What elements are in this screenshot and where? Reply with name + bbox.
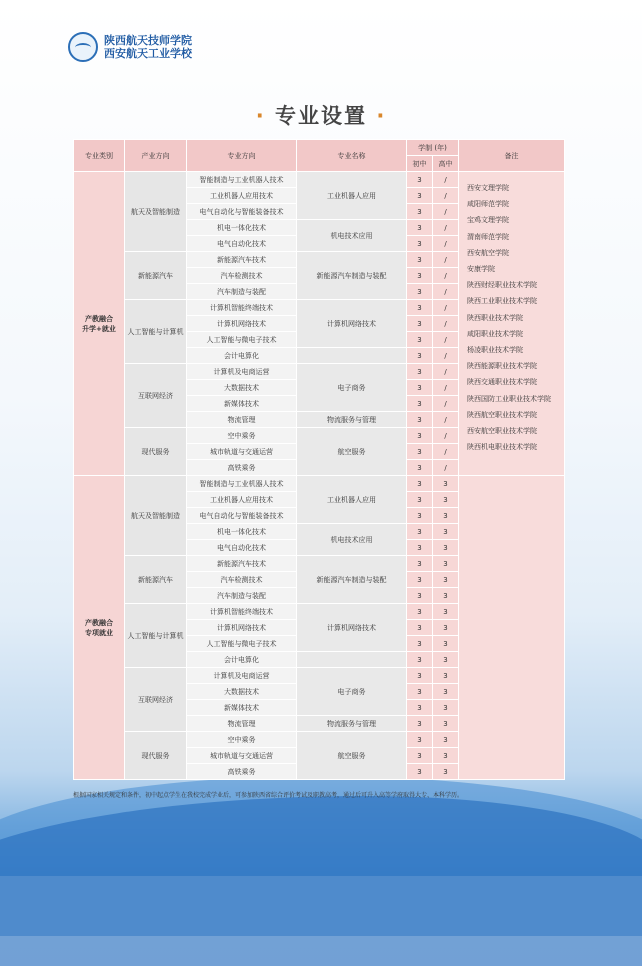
- junior-years-cell: 3: [407, 748, 433, 764]
- category-line-2: 升学+就业: [82, 324, 116, 333]
- senior-years-cell: 3: [433, 636, 459, 652]
- direction-cell: 计算机智能终端技术: [187, 604, 297, 620]
- major-cell: [297, 652, 407, 668]
- junior-years-cell: 3: [407, 236, 433, 252]
- major-cell: 工业机器人应用: [297, 476, 407, 524]
- industry-cell: 人工智能与计算机: [125, 300, 187, 364]
- senior-years-cell: 3: [433, 668, 459, 684]
- junior-years-cell: 3: [407, 172, 433, 188]
- major-cell: 计算机网络技术: [297, 604, 407, 652]
- senior-years-cell: /: [433, 364, 459, 380]
- direction-cell: 人工智能与微电子技术: [187, 332, 297, 348]
- note-school: 渭南师范学院: [467, 232, 509, 241]
- senior-years-cell: /: [433, 284, 459, 300]
- industry-cell: 人工智能与计算机: [125, 604, 187, 668]
- note-school: 陕西财经职业技术学院: [467, 281, 537, 290]
- direction-cell: 电气自动化技术: [187, 236, 297, 252]
- junior-years-cell: 3: [407, 460, 433, 476]
- senior-years-cell: /: [433, 300, 459, 316]
- school-name-2: 西安航天工业学校: [104, 47, 192, 60]
- direction-cell: 智能制造与工业机器人技术: [187, 172, 297, 188]
- note-school: 陕西国防工业职业技术学院: [467, 394, 551, 403]
- direction-cell: 高铁乘务: [187, 764, 297, 780]
- junior-years-cell: 3: [407, 716, 433, 732]
- direction-cell: 空中乘务: [187, 732, 297, 748]
- junior-years-cell: 3: [407, 508, 433, 524]
- notes-cell: [459, 476, 565, 780]
- junior-years-cell: 3: [407, 332, 433, 348]
- junior-years-cell: 3: [407, 380, 433, 396]
- title-dot-right: ·: [376, 104, 387, 128]
- direction-cell: 新媒体技术: [187, 700, 297, 716]
- junior-years-cell: 3: [407, 492, 433, 508]
- senior-years-cell: 3: [433, 604, 459, 620]
- category-line-1: 产教融合: [85, 314, 113, 323]
- senior-years-cell: 3: [433, 620, 459, 636]
- major-cell: 机电技术应用: [297, 524, 407, 556]
- major-cell: 新能源汽车制造与装配: [297, 556, 407, 604]
- junior-years-cell: 3: [407, 204, 433, 220]
- senior-years-cell: 3: [433, 540, 459, 556]
- title-dot-left: ·: [255, 104, 266, 128]
- direction-cell: 智能制造与工业机器人技术: [187, 476, 297, 492]
- junior-years-cell: 3: [407, 668, 433, 684]
- senior-years-cell: /: [433, 204, 459, 220]
- junior-years-cell: 3: [407, 636, 433, 652]
- junior-years-cell: 3: [407, 412, 433, 428]
- direction-cell: 大数据技术: [187, 684, 297, 700]
- direction-cell: 城市轨道与交通运营: [187, 748, 297, 764]
- major-cell: 工业机器人应用: [297, 172, 407, 220]
- direction-cell: 汽车检测技术: [187, 268, 297, 284]
- major-cell: 航空服务: [297, 428, 407, 476]
- major-cell: 物流服务与管理: [297, 412, 407, 428]
- junior-years-cell: 3: [407, 764, 433, 780]
- note-school: 咸阳职业技术学院: [467, 329, 523, 338]
- note-school: 陕西工业职业技术学院: [467, 297, 537, 306]
- school-logo-icon: [68, 32, 98, 62]
- note-school: 陕西职业技术学院: [467, 313, 523, 322]
- junior-years-cell: 3: [407, 284, 433, 300]
- footnote: 根据国家相关规定和条件，初中起点学生在我校完成学业后，可参加陕西省综合评价考试及职教高考，通过后可升入高等学府取得大专、本科学历。: [73, 792, 464, 799]
- direction-cell: 大数据技术: [187, 380, 297, 396]
- note-school: 陕西航空职业技术学院: [467, 410, 537, 419]
- senior-years-cell: 3: [433, 700, 459, 716]
- direction-cell: 人工智能与微电子技术: [187, 636, 297, 652]
- direction-cell: 空中乘务: [187, 428, 297, 444]
- senior-years-cell: /: [433, 332, 459, 348]
- senior-years-cell: 3: [433, 748, 459, 764]
- category-cell: [74, 476, 125, 780]
- senior-years-cell: /: [433, 444, 459, 460]
- direction-cell: 物流管理: [187, 716, 297, 732]
- junior-years-cell: 3: [407, 252, 433, 268]
- junior-years-cell: 3: [407, 428, 433, 444]
- notes-cell: [459, 172, 565, 476]
- header-years: 学制 (年): [407, 140, 459, 156]
- note-school: 杨凌职业技术学院: [467, 346, 523, 355]
- senior-years-cell: /: [433, 188, 459, 204]
- major-cell: [297, 348, 407, 364]
- major-cell: 计算机网络技术: [297, 300, 407, 348]
- junior-years-cell: 3: [407, 300, 433, 316]
- major-cell: 新能源汽车制造与装配: [297, 252, 407, 300]
- senior-years-cell: /: [433, 396, 459, 412]
- direction-cell: 计算机及电商运营: [187, 668, 297, 684]
- industry-cell: 航天及智能制造: [125, 172, 187, 252]
- senior-years-cell: 3: [433, 508, 459, 524]
- senior-years-cell: 3: [433, 492, 459, 508]
- direction-cell: 电气自动化与智能装备技术: [187, 508, 297, 524]
- major-cell: 电子商务: [297, 668, 407, 716]
- junior-years-cell: 3: [407, 604, 433, 620]
- direction-cell: 计算机网络技术: [187, 620, 297, 636]
- junior-years-cell: 3: [407, 700, 433, 716]
- direction-cell: 计算机及电商运营: [187, 364, 297, 380]
- school-header: [68, 32, 192, 62]
- industry-cell: 新能源汽车: [125, 556, 187, 604]
- junior-years-cell: 3: [407, 524, 433, 540]
- table-row: [74, 476, 565, 492]
- header-industry: 产业方向: [125, 140, 187, 172]
- table-body: [74, 172, 565, 780]
- note-school: 陕西机电职业技术学院: [467, 443, 537, 452]
- industry-cell: 现代服务: [125, 428, 187, 476]
- note-school: 咸阳师范学院: [467, 200, 509, 209]
- senior-years-cell: 3: [433, 684, 459, 700]
- school-name-1: 陕西航天技师学院: [104, 34, 192, 47]
- industry-cell: 航天及智能制造: [125, 476, 187, 556]
- junior-years-cell: 3: [407, 476, 433, 492]
- note-school: 陕西能源职业技术学院: [467, 362, 537, 371]
- direction-cell: 汽车制造与装配: [187, 284, 297, 300]
- category-cell: [74, 172, 125, 476]
- major-cell: 航空服务: [297, 732, 407, 780]
- junior-years-cell: 3: [407, 220, 433, 236]
- junior-years-cell: 3: [407, 556, 433, 572]
- note-school: 西安航空职业技术学院: [467, 427, 537, 436]
- note-school: 宝鸡文理学院: [467, 216, 509, 225]
- senior-years-cell: /: [433, 316, 459, 332]
- senior-years-cell: /: [433, 460, 459, 476]
- industry-cell: 互联网经济: [125, 668, 187, 732]
- header-senior: 高中: [433, 156, 459, 172]
- major-cell: 电子商务: [297, 364, 407, 412]
- junior-years-cell: 3: [407, 348, 433, 364]
- junior-years-cell: 3: [407, 316, 433, 332]
- note-school: 西安航空学院: [467, 248, 509, 257]
- category-line-1: 产教融合: [85, 618, 113, 627]
- direction-cell: 会计电算化: [187, 348, 297, 364]
- direction-cell: 新能源汽车技术: [187, 556, 297, 572]
- senior-years-cell: 3: [433, 588, 459, 604]
- page-title: [0, 100, 642, 130]
- junior-years-cell: 3: [407, 620, 433, 636]
- direction-cell: 物流管理: [187, 412, 297, 428]
- direction-cell: 汽车制造与装配: [187, 588, 297, 604]
- major-cell: 物流服务与管理: [297, 716, 407, 732]
- direction-cell: 会计电算化: [187, 652, 297, 668]
- senior-years-cell: /: [433, 348, 459, 364]
- direction-cell: 高铁乘务: [187, 460, 297, 476]
- direction-cell: 工业机器人应用技术: [187, 492, 297, 508]
- direction-cell: 机电一体化技术: [187, 220, 297, 236]
- note-school: 安康学院: [467, 265, 495, 274]
- junior-years-cell: 3: [407, 652, 433, 668]
- senior-years-cell: /: [433, 412, 459, 428]
- junior-years-cell: 3: [407, 540, 433, 556]
- direction-cell: 计算机网络技术: [187, 316, 297, 332]
- senior-years-cell: /: [433, 380, 459, 396]
- industry-cell: 互联网经济: [125, 364, 187, 428]
- senior-years-cell: /: [433, 172, 459, 188]
- header-direction: 专业方向: [187, 140, 297, 172]
- senior-years-cell: 3: [433, 556, 459, 572]
- junior-years-cell: 3: [407, 188, 433, 204]
- major-table: [73, 139, 565, 780]
- senior-years-cell: /: [433, 220, 459, 236]
- senior-years-cell: 3: [433, 732, 459, 748]
- senior-years-cell: 3: [433, 716, 459, 732]
- direction-cell: 汽车检测技术: [187, 572, 297, 588]
- header-junior: 初中: [407, 156, 433, 172]
- industry-cell: 现代服务: [125, 732, 187, 780]
- junior-years-cell: 3: [407, 268, 433, 284]
- category-line-2: 专项就业: [85, 628, 113, 637]
- senior-years-cell: /: [433, 252, 459, 268]
- direction-cell: 新媒体技术: [187, 396, 297, 412]
- direction-cell: 机电一体化技术: [187, 524, 297, 540]
- header-category: 专业类别: [74, 140, 125, 172]
- table-row: [74, 172, 565, 188]
- junior-years-cell: 3: [407, 732, 433, 748]
- note-school: 陕西交通职业技术学院: [467, 378, 537, 387]
- senior-years-cell: 3: [433, 764, 459, 780]
- senior-years-cell: 3: [433, 524, 459, 540]
- direction-cell: 电气自动化技术: [187, 540, 297, 556]
- industry-cell: 新能源汽车: [125, 252, 187, 300]
- junior-years-cell: 3: [407, 444, 433, 460]
- junior-years-cell: 3: [407, 572, 433, 588]
- major-cell: 机电技术应用: [297, 220, 407, 252]
- junior-years-cell: 3: [407, 684, 433, 700]
- school-names: [104, 34, 192, 60]
- senior-years-cell: 3: [433, 572, 459, 588]
- direction-cell: 新能源汽车技术: [187, 252, 297, 268]
- senior-years-cell: 3: [433, 652, 459, 668]
- direction-cell: 工业机器人应用技术: [187, 188, 297, 204]
- senior-years-cell: /: [433, 236, 459, 252]
- note-school: 西安文理学院: [467, 184, 509, 192]
- title-text: 专业设置: [275, 104, 367, 128]
- senior-years-cell: /: [433, 428, 459, 444]
- direction-cell: 计算机智能终端技术: [187, 300, 297, 316]
- senior-years-cell: 3: [433, 476, 459, 492]
- background-wave-dark: [0, 796, 642, 966]
- junior-years-cell: 3: [407, 588, 433, 604]
- junior-years-cell: 3: [407, 396, 433, 412]
- header-major: 专业名称: [297, 140, 407, 172]
- junior-years-cell: 3: [407, 364, 433, 380]
- direction-cell: 城市轨道与交通运营: [187, 444, 297, 460]
- senior-years-cell: /: [433, 268, 459, 284]
- header-notes: 备注: [459, 140, 565, 172]
- direction-cell: 电气自动化与智能装备技术: [187, 204, 297, 220]
